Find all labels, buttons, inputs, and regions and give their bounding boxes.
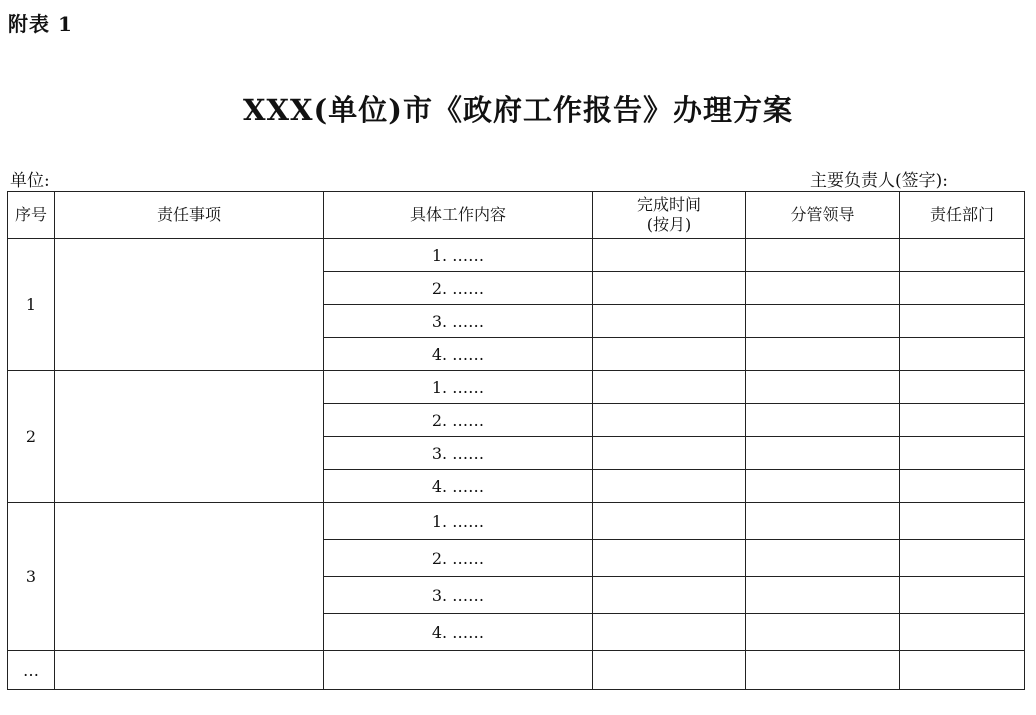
content-cell[interactable]: 4. …… (324, 614, 593, 651)
leader-cell[interactable] (746, 437, 900, 470)
leader-cell[interactable] (746, 239, 900, 272)
header-content: 具体工作内容 (324, 192, 593, 239)
dept-cell[interactable] (900, 577, 1025, 614)
content-cell[interactable]: 1. …… (324, 371, 593, 404)
dept-cell[interactable] (900, 338, 1025, 371)
signer-label: 主要负责人(签字): (810, 171, 948, 191)
header-leader: 分管领导 (746, 192, 900, 239)
dept-cell[interactable] (900, 470, 1025, 503)
unit-label: 单位: (10, 171, 50, 191)
time-cell[interactable] (593, 305, 746, 338)
header-time-line2: (按月) (646, 215, 692, 234)
leader-cell[interactable] (746, 371, 900, 404)
dept-cell[interactable] (900, 437, 1025, 470)
plan-table (7, 191, 1025, 690)
annex-label: 附表 1 (8, 12, 73, 36)
leader-cell[interactable] (746, 503, 900, 540)
header-item: 责任事项 (55, 192, 324, 239)
seq-cell: 3 (8, 503, 55, 651)
leader-cell[interactable] (746, 577, 900, 614)
time-cell[interactable] (593, 470, 746, 503)
leader-cell[interactable] (746, 614, 900, 651)
item-cell[interactable] (55, 651, 324, 690)
page-title: XXX(单位)市《政府工作报告》办理方案 (243, 93, 793, 127)
time-cell[interactable] (593, 503, 746, 540)
time-cell[interactable] (593, 371, 746, 404)
header-seq: 序号 (8, 192, 55, 239)
dept-cell[interactable] (900, 272, 1025, 305)
dept-cell[interactable] (900, 540, 1025, 577)
seq-cell: … (8, 651, 55, 690)
time-cell[interactable] (593, 338, 746, 371)
content-cell[interactable]: 2. …… (324, 540, 593, 577)
table-row (8, 503, 1025, 540)
content-cell[interactable]: 4. …… (324, 470, 593, 503)
header-completion-time (593, 192, 746, 239)
table-row (8, 651, 1025, 690)
dept-cell[interactable] (900, 503, 1025, 540)
item-cell[interactable] (55, 239, 324, 371)
header-dept: 责任部门 (900, 192, 1025, 239)
content-cell[interactable] (324, 651, 593, 690)
content-cell[interactable]: 2. …… (324, 272, 593, 305)
time-cell[interactable] (593, 404, 746, 437)
item-cell[interactable] (55, 371, 324, 503)
content-cell[interactable]: 3. …… (324, 437, 593, 470)
leader-cell[interactable] (746, 540, 900, 577)
dept-cell[interactable] (900, 371, 1025, 404)
content-cell[interactable]: 3. …… (324, 305, 593, 338)
time-cell[interactable] (593, 540, 746, 577)
content-cell[interactable]: 1. …… (324, 239, 593, 272)
leader-cell[interactable] (746, 404, 900, 437)
item-cell[interactable] (55, 503, 324, 651)
content-cell[interactable]: 1. …… (324, 503, 593, 540)
leader-cell[interactable] (746, 338, 900, 371)
seq-cell: 1 (8, 239, 55, 371)
content-cell[interactable]: 3. …… (324, 577, 593, 614)
content-cell[interactable]: 4. …… (324, 338, 593, 371)
table-row (8, 371, 1025, 404)
content-cell[interactable]: 2. …… (324, 404, 593, 437)
leader-cell[interactable] (746, 470, 900, 503)
seq-cell: 2 (8, 371, 55, 503)
time-cell[interactable] (593, 437, 746, 470)
time-cell[interactable] (593, 272, 746, 305)
time-cell[interactable] (593, 239, 746, 272)
leader-cell[interactable] (746, 651, 900, 690)
dept-cell[interactable] (900, 404, 1025, 437)
dept-cell[interactable] (900, 305, 1025, 338)
leader-cell[interactable] (746, 272, 900, 305)
dept-cell[interactable] (900, 651, 1025, 690)
header-time-line1: 完成时间 (636, 195, 701, 214)
time-cell[interactable] (593, 614, 746, 651)
table-header-row (8, 192, 1025, 239)
dept-cell[interactable] (900, 239, 1025, 272)
leader-cell[interactable] (746, 305, 900, 338)
time-cell[interactable] (593, 651, 746, 690)
dept-cell[interactable] (900, 614, 1025, 651)
time-cell[interactable] (593, 577, 746, 614)
table-row (8, 239, 1025, 272)
